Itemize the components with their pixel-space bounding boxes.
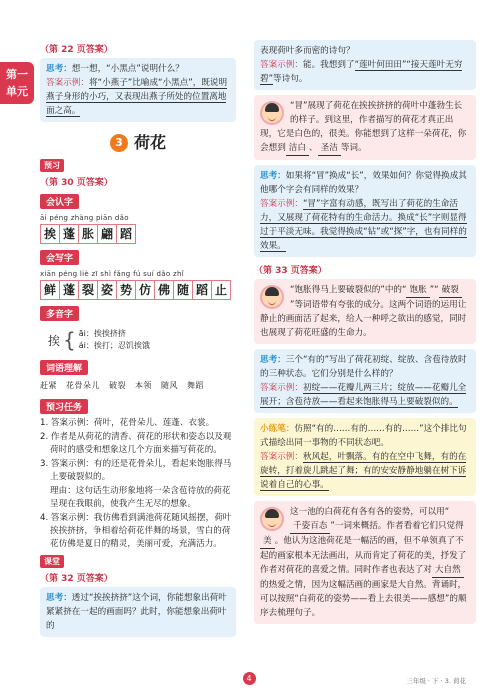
note-mao xyxy=(254,95,476,160)
unit-tag-line-1: 第一 xyxy=(6,68,28,81)
page-number: 4 xyxy=(243,672,256,685)
answer-text: 等诗句。 xyxy=(273,74,308,84)
char-cell: 鲜 xyxy=(40,280,60,300)
char-cell: 随 xyxy=(173,280,193,300)
answer-label: 答案示例： xyxy=(260,383,303,393)
vocab-item: 随风 xyxy=(161,381,178,390)
think-question: 想一想，“小黑点”说明什么？ xyxy=(71,64,184,74)
answer-head-p30: （第 30 页答案） xyxy=(40,178,113,188)
lesson-number: 3 xyxy=(110,134,128,152)
think-question-cont: 表现荷叶多而密的诗句？ xyxy=(260,46,355,56)
note-text: 等词。 xyxy=(340,143,367,153)
vocab-item: 本领 xyxy=(135,381,152,390)
lesson-title xyxy=(40,130,236,153)
practice-box xyxy=(254,418,476,496)
read-pinyin: āi péng zhàng piān dǎo xyxy=(40,214,129,222)
note-text: 、 xyxy=(309,143,318,153)
page-footer xyxy=(0,672,498,685)
unit-tag-line-2: 单元 xyxy=(6,85,28,98)
note-text: “冒”展现了荷花在挨挨挤挤的荷叶中蓬勃生长的样子。到这里，作者描写的荷花才真正出现，它是白色的，很美。你能想到了这样一朵荷花，你会想到 xyxy=(260,101,467,153)
vocab-item: 舞蹈 xyxy=(187,381,204,390)
char-cell: 裂 xyxy=(78,280,98,300)
tag-preview: 预习 xyxy=(40,159,64,172)
note-text: 的热爱之情，因为这幅活画的画家是大自然。背诵时，可以按照“白荷花的姿势——看上去很美——感想”的顺序去梳理句子。 xyxy=(260,580,467,618)
lesson-name: 荷花 xyxy=(133,133,166,152)
think-question: 三个“有的”写出了荷花初绽、绽放、含苞待放时的三种状态。它们分别是什么样的？ xyxy=(260,355,467,379)
char-cell: 胀 xyxy=(78,224,98,244)
girl-avatar-icon xyxy=(260,507,284,531)
note-text: ”等词语带有夸张的成分。这两个词语的运用让静止的画面活了起来，给人一种呼之欲出的感觉，同时也展现了荷花旺盛的生命力。 xyxy=(260,300,467,338)
answer-head-p32: （第 32 页答案） xyxy=(40,574,113,584)
right-column xyxy=(254,40,476,624)
answer-text: 将“小燕子”比喻成“小黑点”，既说明燕子身形的小巧，又表现出燕子所处的位置离地面之高。 xyxy=(46,78,228,116)
write-char-grid xyxy=(40,280,236,300)
answer-label: 答案示例： xyxy=(260,452,303,462)
preview-task-list xyxy=(40,417,236,551)
polyphone-char: 挨 xyxy=(48,333,61,348)
think-box-p32 xyxy=(40,587,236,637)
char-cell: 佛 xyxy=(154,280,174,300)
unit-tag xyxy=(0,62,34,104)
girl-avatar-icon xyxy=(260,285,284,309)
left-column xyxy=(40,42,236,637)
write-pinyin: xiān péng liè zī shì fǎng fú suí dǎo zhǐ xyxy=(40,270,184,278)
vocab-item: 赶紧 xyxy=(40,381,57,390)
note-text: “饱胀得马上要破裂似的”中的“ xyxy=(290,285,407,295)
fill-blank: 圣洁 xyxy=(318,141,341,156)
answer-head-p22: （第 22 页答案） xyxy=(40,45,113,55)
fill-blank: 饱胀 xyxy=(406,283,429,298)
task-answer: 1. 答案示例：荷叶，花骨朵儿、莲蓬、衣裳。 xyxy=(40,418,215,428)
think-label: 思考： xyxy=(260,171,286,181)
think-question: 透过“挨挨挤挤”这个词，你能想象出荷叶紧紧挤在一起的画面吗？此时，你能想象出荷叶的 xyxy=(46,593,227,631)
char-cell: 翩 xyxy=(97,224,117,244)
note-baozhang xyxy=(254,279,476,344)
task-answer: 4. 答案示例：我仿佛看到满池荷花随风摇摆，荷叶挨挨挤挤，争相着给荷花伴舞的场景，雪白的荷花仿佛是夏日的精灵，美丽可爱，充满活力。 xyxy=(40,513,232,549)
note-picture xyxy=(254,501,476,624)
answer-underline: “冒”字富有动感，既写出了荷花的生命活力，又展现了荷花特有的生命活力。换成“长”字则显得过于平淡无味。我觉得换成“钻”或“探”字，也有同样的效果。 xyxy=(260,199,467,251)
char-cell: 蓬 xyxy=(59,224,79,244)
tag-class: 课堂 xyxy=(40,555,64,568)
think-box-continued xyxy=(254,40,476,90)
polyphone-entry xyxy=(48,328,236,352)
note-text: ”“ xyxy=(429,285,439,295)
section-write-chars: 会写字 xyxy=(40,250,79,265)
answer-label: 答案示例： xyxy=(260,60,303,70)
char-cell: 姿 xyxy=(97,280,117,300)
vocab-item: 花骨朵儿 xyxy=(66,381,100,390)
fill-blank: 洁白 xyxy=(286,141,309,156)
char-cell: 势 xyxy=(116,280,136,300)
fill-blank: 破裂 xyxy=(439,283,462,298)
think-label: 思考： xyxy=(46,64,72,74)
fill-blank: 千姿百态 xyxy=(290,519,330,534)
note-text: 。他认为这池荷花是一幅活的画，但不单领真了不起的画家根本无法画出，从而肯定了荷花的美，抒发了作者对荷花的喜爱之情。同时作者也表达了对 xyxy=(260,536,467,575)
char-cell: 挨 xyxy=(40,224,60,244)
task-answer: 2. 作者是从荷花的清香、荷花的形状和姿态以及观荷时的感受和想象这几个方面来描写荷花的。 xyxy=(40,432,232,455)
grade-label: 三年级 · 下 · 3. 荷花 xyxy=(406,677,466,685)
think-label: 思考： xyxy=(46,593,72,603)
answer-label: 答案示例： xyxy=(46,78,89,88)
answer-text: 能。我想到了 xyxy=(302,60,355,70)
think-box-three xyxy=(254,349,476,413)
think-label: 思考： xyxy=(260,355,286,365)
think-box-mao xyxy=(254,165,476,257)
section-vocab: 词语理解 xyxy=(40,360,88,375)
fill-blank: 美 xyxy=(260,534,275,549)
read-char-grid xyxy=(40,224,236,244)
practice-label: 小练笔： xyxy=(260,424,295,434)
char-cell: 蹈 xyxy=(192,280,212,300)
polyphone-line: ái：挨打；忍饥挨饿 xyxy=(78,341,150,350)
answer-underline: “莲叶何田田”“接天莲叶无穷碧” xyxy=(260,60,463,84)
girl-avatar-icon xyxy=(260,101,284,125)
char-cell: 蹈 xyxy=(116,224,136,244)
task-answer: 3. 答案示例：有的还是花骨朵儿，看起来饱胀得马上要破裂似的。 xyxy=(40,459,232,482)
answer-head-p33: （第 33 页答案） xyxy=(254,266,327,276)
answer-label: 答案示例： xyxy=(260,199,303,209)
vocab-item: 破裂 xyxy=(109,381,126,390)
fill-blank: 大自然 xyxy=(432,563,464,578)
think-question: 如果将“冒”换成“长”，效果如何？你觉得换成其他哪个字会有同样的效果？ xyxy=(260,171,467,195)
section-read-chars: 会认字 xyxy=(40,194,79,209)
char-cell: 止 xyxy=(211,280,231,300)
vocab-list xyxy=(40,380,236,391)
task-answer: 理由：这句话生动形象地将一朵含苞待放的荷花呈现在我眼前，使我产生无尽的想象。 xyxy=(50,486,231,509)
brace-icon: { xyxy=(63,328,76,352)
char-cell: 蓬 xyxy=(59,280,79,300)
note-text: 这一池的白荷花有各有各的姿势，可以用“ xyxy=(290,507,450,517)
practice-text: 仿照“有的……有的……有的……”这个排比句式描绘出同一事物的不同状态吧。 xyxy=(260,424,467,448)
polyphone-line: āi：挨挨挤挤 xyxy=(78,329,126,338)
think-box-p22 xyxy=(40,58,236,122)
note-text: ”一词来概括。作者看着它们只觉得 xyxy=(330,521,464,531)
section-polyphone: 多音字 xyxy=(40,306,79,321)
answer-underline: 初绽——花瓣儿两三片；绽放——花瓣儿全展开；含苞待放——看起来饱胀得马上要破裂似的。 xyxy=(260,383,467,407)
section-preview-tasks: 预习任务 xyxy=(40,399,88,414)
char-cell: 仿 xyxy=(135,280,155,300)
answer-underline: 秋风起，叶飘落。有的在空中飞舞，有的在旋转，打着旋儿跳起了舞；有的安安静静地躺在树下诉说着自己的心事。 xyxy=(260,452,467,490)
